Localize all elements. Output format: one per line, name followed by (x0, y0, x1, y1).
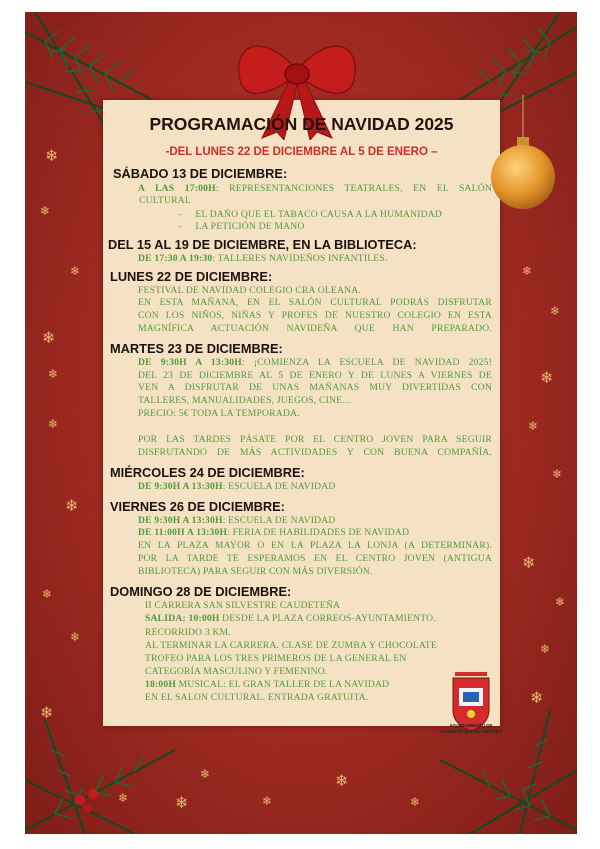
program-line (145, 653, 407, 664)
event-text: BIBLIOTECA) PARA SEGUIR CON MÁS DIVERSIÓN. (138, 566, 373, 577)
event-time: DE 17:30 A 19:30 (138, 253, 213, 264)
program-line (145, 679, 389, 690)
event-time: DE 9:30H A 13:30H (138, 515, 223, 526)
snowflake-icon: ❄ (410, 795, 421, 809)
event-text: : TALLERES NAVIDEÑOS INFANTILES. (212, 253, 388, 264)
event-text: EN LA PLAZA MAYOR O EN LA PLAZA LA LONJA (A DETERMINAR). (138, 540, 492, 551)
logo-caption (430, 723, 512, 734)
snowflake-icon: ❄ (40, 204, 51, 218)
logo-caption-line1: AYUNTAMIENTO DE (449, 723, 493, 728)
snowflake-icon: ❄ (200, 767, 211, 781)
snowflake-icon: ❄ (540, 642, 551, 656)
program-line (178, 221, 304, 232)
program-line (138, 253, 387, 264)
program-line (138, 310, 492, 321)
program-line (138, 285, 361, 296)
bullet-dash: - (178, 221, 182, 232)
snowflake-icon: ❄ (522, 264, 533, 278)
snowflake-icon: ❄ (262, 794, 273, 808)
event-text: II CARRERA SAN SILVESTRE CAUDETEÑA (145, 600, 341, 611)
program-line (145, 692, 369, 703)
event-text: : REPRESENTANCIONES TEATRALES, EN EL SALÓN (215, 183, 492, 194)
event-text: MUSICAL: EL GRAN TALLER DE LA NAVIDAD (176, 679, 390, 690)
snowflake-icon: ❄ (45, 146, 59, 165)
snowflake-icon: ❄ (555, 595, 566, 609)
snowflake-icon: ❄ (65, 496, 79, 515)
event-time: DE 11:00H A 13:30H (138, 527, 228, 538)
snowflake-icon: ❄ (40, 703, 54, 722)
event-text: POR LA TARDE TE ESPERAMOS EN EL CENTRO JOVEN (ANTIGUA (138, 553, 492, 564)
program-line (139, 195, 191, 206)
snowflake-icon: ❄ (42, 587, 53, 601)
program-line (138, 323, 492, 334)
program-line (138, 481, 336, 492)
page-title: PROGRAMACIÓN DE NAVIDAD 2025 (149, 114, 454, 134)
snowflake-icon: ❄ (48, 367, 59, 381)
logo-caption-line2: CAUDETE DE LAS FUENTES (440, 728, 502, 734)
program-line (145, 613, 436, 624)
program-line (145, 666, 327, 677)
program-line (138, 527, 409, 538)
page-subtitle: -DEL LUNES 22 DE DICIEMBRE AL 5 DE ENERO – (165, 146, 438, 158)
program-line (138, 408, 300, 419)
event-text: : FERIA DE HABILIDADES DE NAVIDAD (227, 527, 410, 538)
snowflake-icon: ❄ (522, 553, 536, 572)
program-line (138, 370, 492, 381)
program-line (145, 627, 231, 638)
program-line (138, 357, 492, 368)
event-text: EN EL SALON CULTURAL. ENTRADA GRATUITA. (145, 692, 369, 703)
program-line (138, 434, 492, 445)
section-heading: MARTES 23 DE DICIEMBRE: (110, 341, 283, 356)
event-text: DISFRUTANDO DE MÁS ACTIVIDADES Y CON BUENA COMPAÑÍA. (138, 447, 492, 458)
event-text: RECORRIDO 3 KM. (145, 627, 231, 638)
event-text: CULTURAL (139, 195, 191, 206)
event-text: EN ESTA MAÑANA, EN EL SALÓN CULTURAL PODRÁS DISFRUTAR (138, 297, 492, 308)
event-text: : ¡COMIENZA LA ESCUELA DE NAVIDAD 2025! (241, 357, 492, 368)
program-line (178, 209, 442, 220)
event-text: EL DAÑO QUE EL TABACO CAUSA A LA HUMANIDAD (195, 209, 442, 220)
event-text: LA PETICIÓN DE MANO (195, 221, 305, 232)
section-heading: DOMINGO 28 DE DICIEMBRE: (110, 584, 292, 599)
program-line (145, 600, 340, 611)
program-line (138, 382, 492, 393)
snowflake-icon: ❄ (70, 630, 81, 644)
event-text: PRECIO: 5€ TODA LA TEMPORADA. (138, 408, 300, 419)
event-text: AL TERMINAR LA CARRERA. CLASE DE ZUMBA Y CHOCOLATE (145, 640, 438, 651)
event-text: : ESCUELA DE NAVIDAD (222, 515, 336, 526)
program-line (138, 515, 336, 526)
event-text: TALLERES, MANUALIDADES, JUEGOS, CINE… (138, 395, 352, 406)
program-line (138, 447, 492, 458)
program-line (138, 297, 492, 308)
event-text: CON LOS NIÑOS, NIÑAS Y PROFES DE NUESTRO COLEGIO EN ESTA (138, 310, 492, 321)
snowflake-icon: ❄ (70, 264, 81, 278)
program-line (138, 540, 492, 551)
event-time: SALIDA: 10:00H (145, 613, 220, 624)
event-time: 18:00H (145, 679, 177, 690)
event-text: : ESCUELA DE NAVIDAD (222, 481, 336, 492)
section-heading: DEL 15 AL 19 DE DICIEMBRE, EN LA BIBLIOTECA: (108, 237, 417, 252)
program-line (145, 640, 437, 651)
event-text: DEL 23 DE DICIEMBRE AL 5 DE ENERO Y DE LUNES A VIERNES DE (138, 370, 492, 381)
snowflake-icon: ❄ (175, 793, 189, 812)
event-time: DE 9:30H A 13:30H (138, 357, 242, 368)
program-line (138, 566, 373, 577)
section-heading: SÁBADO 13 DE DICIEMBRE: (113, 166, 288, 181)
program-line (138, 553, 492, 564)
snowflake-icon: ❄ (550, 304, 561, 318)
program-line (138, 183, 492, 194)
snowflake-icon: ❄ (48, 417, 59, 431)
event-time: A LAS 17:00H (138, 183, 216, 194)
event-text: VEN A DISFRUTAR DE UNAS MAÑANAS MUY DIVERTIDAS CON (138, 382, 492, 393)
event-text: TROFEO PARA LOS TRES PRIMEROS DE LA GENERAL EN (145, 653, 407, 664)
event-text: MAGNÍFICA ACTUACIÓN NAVIDEÑA QUE HAN PREPARADO. (138, 323, 492, 334)
snowflake-icon: ❄ (335, 771, 349, 790)
snowflake-icon: ❄ (42, 328, 56, 347)
snowflake-icon: ❄ (118, 791, 129, 805)
section-heading: LUNES 22 DE DICIEMBRE: (110, 269, 273, 284)
section-heading: VIERNES 26 DE DICIEMBRE: (110, 499, 285, 514)
program-line (138, 395, 352, 406)
event-text: DESDE LA PLAZA CORREOS-AYUNTAMIENTO. (219, 613, 436, 624)
snowflake-icon: ❄ (552, 467, 563, 481)
event-time: DE 9:30H A 13:30H (138, 481, 223, 492)
snowflake-icon: ❄ (528, 419, 539, 433)
section-heading: MIÉRCOLES 24 DE DICIEMBRE: (110, 465, 305, 480)
event-text: CATEGORÍA MASCULINO Y FEMENINO. (145, 666, 328, 677)
snowflake-icon: ❄ (530, 688, 544, 707)
event-text: POR LAS TARDES PÁSATE POR EL CENTRO JOVEN PARA SEGUIR (138, 434, 492, 445)
bullet-dash: - (178, 209, 182, 220)
event-text: FESTIVAL DE NAVIDAD COLEGIO CRA OLEANA. (138, 285, 361, 296)
snowflake-icon: ❄ (540, 368, 554, 387)
